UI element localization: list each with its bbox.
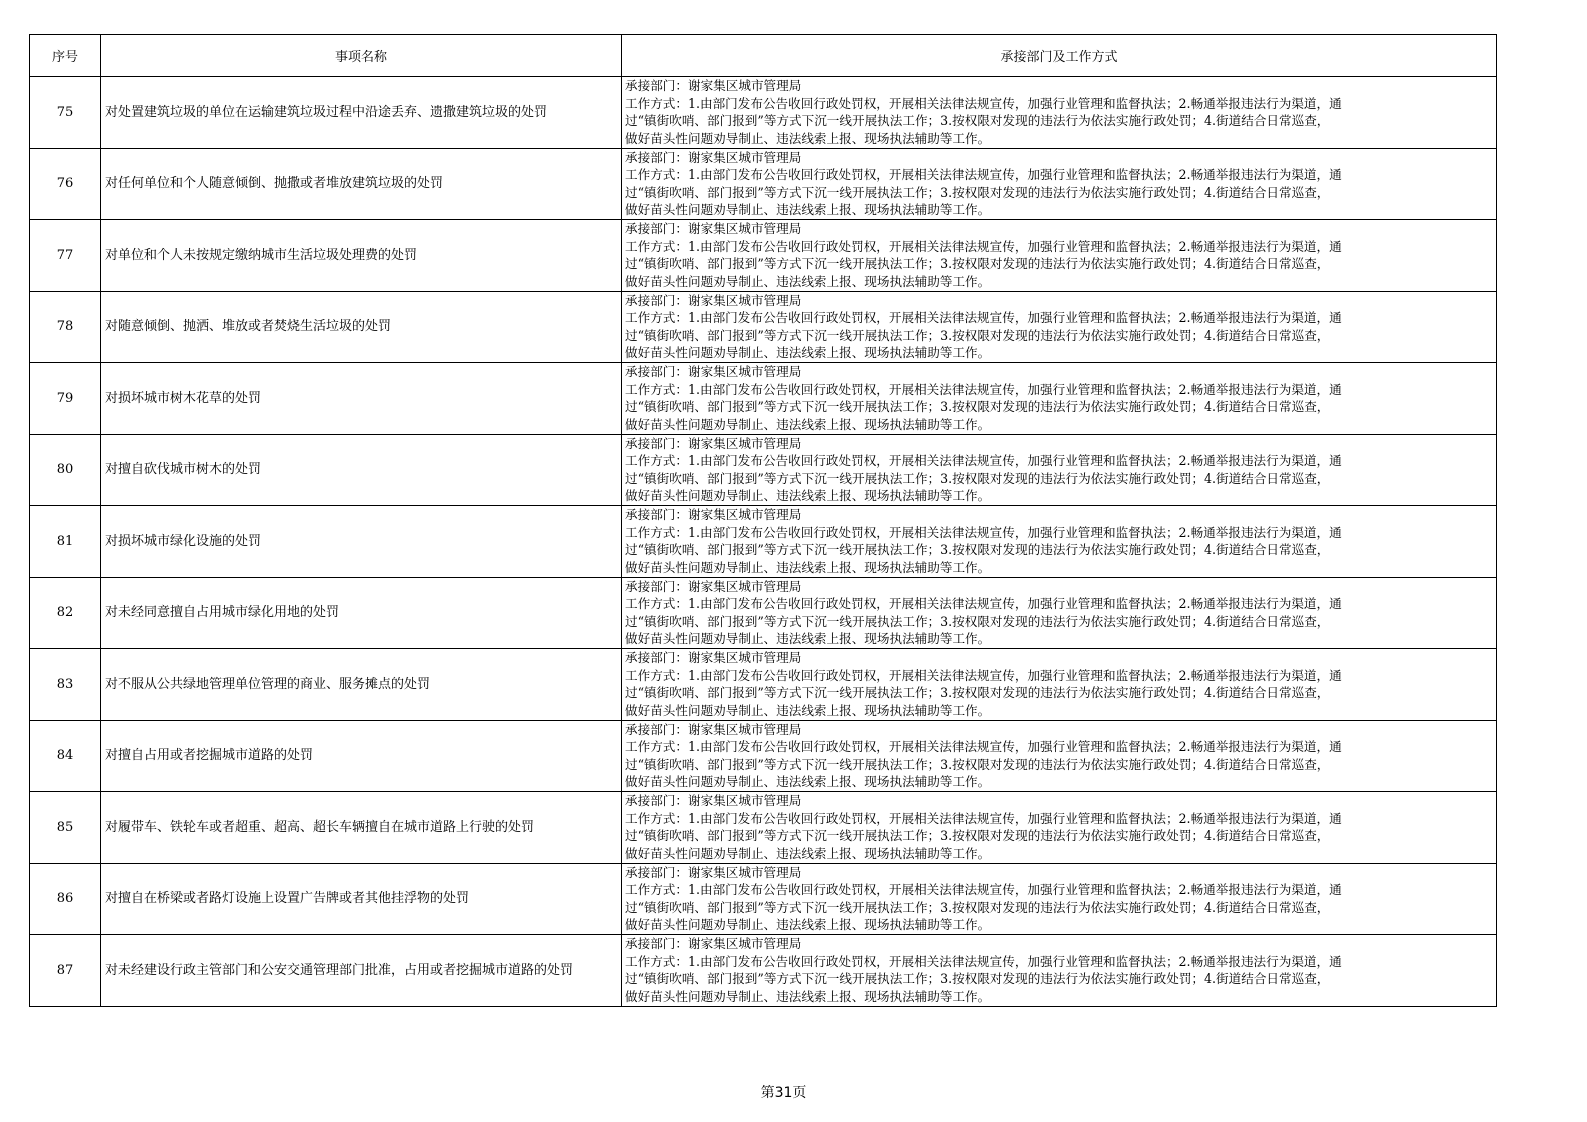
department-method-cell (622, 363, 1497, 435)
work-method-line: 做好苗头性问题劝导制止、违法线索上报、现场执法辅助等工作。 (625, 202, 991, 217)
department-line: 承接部门：谢家集区城市管理局 (625, 364, 802, 379)
work-method-line: 过“镇街吹哨、部门报到”等方式下沉一线开展执法工作；3.按权限对发现的违法行为依法实施行政处罚；4.街道结合日常巡查， (625, 685, 1330, 700)
table-row (30, 434, 1497, 506)
serial-number-cell: 78 (30, 291, 101, 363)
department-method-cell (622, 291, 1497, 363)
department-line: 承接部门：谢家集区城市管理局 (625, 507, 802, 522)
work-method-line: 工作方式：1.由部门发布公告收回行政处罚权，开展相关法律法规宣传，加强行业管理和监督执法；2.畅通举报违法行为渠道，通 (625, 524, 1342, 540)
department-line: 承接部门：谢家集区城市管理局 (625, 793, 802, 808)
work-method-line: 工作方式：1.由部门发布公告收回行政处罚权，开展相关法律法规宣传，加强行业管理和监督执法；2.畅通举报违法行为渠道，通 (625, 95, 1342, 111)
matter-name-cell: 对擅自占用或者挖掘城市道路的处罚 (101, 720, 622, 792)
work-method-line: 过“镇街吹哨、部门报到”等方式下沉一线开展执法工作；3.按权限对发现的违法行为依法实施行政处罚；4.街道结合日常巡查， (625, 184, 1330, 200)
department-method-cell (622, 148, 1497, 220)
work-method-line: 过“镇街吹哨、部门报到”等方式下沉一线开展执法工作；3.按权限对发现的违法行为依法实施行政处罚；4.街道结合日常巡查， (625, 542, 1330, 557)
work-method-line: 工作方式：1.由部门发布公告收回行政处罚权，开展相关法律法规宣传，加强行业管理和监督执法；2.畅通举报违法行为渠道，通 (625, 238, 1342, 254)
work-method-line: 做好苗头性问题劝导制止、违法线索上报、现场执法辅助等工作。 (625, 917, 991, 932)
matter-name-cell: 对损坏城市树木花草的处罚 (101, 363, 622, 435)
table-row (30, 291, 1497, 363)
matter-name-cell: 对任何单位和个人随意倾倒、抛撒或者堆放建筑垃圾的处罚 (101, 148, 622, 220)
table-row (30, 863, 1497, 935)
department-line: 承接部门：谢家集区城市管理局 (625, 221, 802, 236)
work-method-line: 工作方式：1.由部门发布公告收回行政处罚权，开展相关法律法规宣传，加强行业管理和监督执法；2.畅通举报违法行为渠道，通 (625, 596, 1342, 611)
department-method-cell (622, 577, 1497, 649)
serial-number-cell: 75 (30, 77, 101, 149)
work-method-line: 过“镇街吹哨、部门报到”等方式下沉一线开展执法工作；3.按权限对发现的违法行为依法实施行政处罚；4.街道结合日常巡查， (625, 113, 1330, 128)
matter-name-cell: 对损坏城市绿化设施的处罚 (101, 506, 622, 578)
matter-name-cell: 对未经建设行政主管部门和公安交通管理部门批准，占用或者挖掘城市道路的处罚 (101, 935, 622, 1007)
table-row (30, 935, 1497, 1007)
department-line: 承接部门：谢家集区城市管理局 (625, 721, 802, 737)
department-line: 承接部门：谢家集区城市管理局 (625, 292, 802, 308)
department-method-cell (622, 720, 1497, 792)
table-row (30, 77, 1497, 149)
department-method-cell (622, 863, 1497, 935)
matter-name-cell: 对擅自在桥梁或者路灯设施上设置广告牌或者其他挂浮物的处罚 (101, 863, 622, 935)
department-method-cell (622, 434, 1497, 506)
table-row (30, 649, 1497, 721)
work-method-line: 做好苗头性问题劝导制止、违法线索上报、现场执法辅助等工作。 (625, 988, 991, 1004)
serial-number-cell: 81 (30, 506, 101, 578)
department-method-cell (622, 792, 1497, 864)
department-line: 承接部门：谢家集区城市管理局 (625, 149, 802, 165)
header-matter-name: 事项名称 (101, 35, 622, 77)
table-row (30, 148, 1497, 220)
department-method-cell (622, 220, 1497, 292)
work-method-line: 过“镇街吹哨、部门报到”等方式下沉一线开展执法工作；3.按权限对发现的违法行为依法实施行政处罚；4.街道结合日常巡查， (625, 828, 1330, 843)
department-method-cell (622, 77, 1497, 149)
serial-number-cell: 86 (30, 863, 101, 935)
table-row (30, 506, 1497, 578)
work-method-line: 做好苗头性问题劝导制止、违法线索上报、现场执法辅助等工作。 (625, 774, 991, 789)
serial-number-cell: 87 (30, 935, 101, 1007)
department-line: 承接部门：谢家集区城市管理局 (625, 78, 802, 93)
department-line: 承接部门：谢家集区城市管理局 (625, 936, 802, 951)
work-method-line: 过“镇街吹哨、部门报到”等方式下沉一线开展执法工作；3.按权限对发现的违法行为依法实施行政处罚；4.街道结合日常巡查， (625, 256, 1330, 271)
department-line: 承接部门：谢家集区城市管理局 (625, 435, 802, 451)
work-method-line: 做好苗头性问题劝导制止、违法线索上报、现场执法辅助等工作。 (625, 845, 991, 861)
matter-name-cell: 对不服从公共绿地管理单位管理的商业、服务摊点的处罚 (101, 649, 622, 721)
serial-number-cell: 83 (30, 649, 101, 721)
work-method-line: 工作方式：1.由部门发布公告收回行政处罚权，开展相关法律法规宣传，加强行业管理和监督执法；2.畅通举报违法行为渠道，通 (625, 381, 1342, 397)
work-method-line: 过“镇街吹哨、部门报到”等方式下沉一线开展执法工作；3.按权限对发现的违法行为依法实施行政处罚；4.街道结合日常巡查， (625, 399, 1330, 414)
matter-name-cell: 对随意倾倒、抛洒、堆放或者焚烧生活垃圾的处罚 (101, 291, 622, 363)
work-method-line: 过“镇街吹哨、部门报到”等方式下沉一线开展执法工作；3.按权限对发现的违法行为依法实施行政处罚；4.街道结合日常巡查， (625, 327, 1330, 343)
table-row (30, 720, 1497, 792)
table-row (30, 220, 1497, 292)
table-header-row (30, 35, 1497, 77)
work-method-line: 过“镇街吹哨、部门报到”等方式下沉一线开展执法工作；3.按权限对发现的违法行为依法实施行政处罚；4.街道结合日常巡查， (625, 971, 1330, 986)
work-method-line: 做好苗头性问题劝导制止、违法线索上报、现场执法辅助等工作。 (625, 702, 991, 718)
work-method-line: 做好苗头性问题劝导制止、违法线索上报、现场执法辅助等工作。 (625, 559, 991, 575)
work-method-line: 做好苗头性问题劝导制止、违法线索上报、现场执法辅助等工作。 (625, 631, 991, 646)
serial-number-cell: 79 (30, 363, 101, 435)
work-method-line: 过“镇街吹哨、部门报到”等方式下沉一线开展执法工作；3.按权限对发现的违法行为依法实施行政处罚；4.街道结合日常巡查， (625, 756, 1330, 772)
table-row (30, 577, 1497, 649)
department-method-cell (622, 506, 1497, 578)
department-method-cell (622, 649, 1497, 721)
department-line: 承接部门：谢家集区城市管理局 (625, 864, 802, 880)
matter-name-cell: 对擅自砍伐城市树木的处罚 (101, 434, 622, 506)
work-method-line: 工作方式：1.由部门发布公告收回行政处罚权，开展相关法律法规宣传，加强行业管理和监督执法；2.畅通举报违法行为渠道，通 (625, 167, 1342, 182)
header-department-and-method: 承接部门及工作方式 (622, 35, 1497, 77)
work-method-line: 过“镇街吹哨、部门报到”等方式下沉一线开展执法工作；3.按权限对发现的违法行为依法实施行政处罚；4.街道结合日常巡查， (625, 899, 1330, 915)
department-line: 承接部门：谢家集区城市管理局 (625, 650, 802, 665)
work-method-line: 过“镇街吹哨、部门报到”等方式下沉一线开展执法工作；3.按权限对发现的违法行为依法实施行政处罚；4.街道结合日常巡查， (625, 613, 1330, 629)
work-method-line: 过“镇街吹哨、部门报到”等方式下沉一线开展执法工作；3.按权限对发现的违法行为依法实施行政处罚；4.街道结合日常巡查， (625, 470, 1330, 486)
matter-name-cell: 对履带车、铁轮车或者超重、超高、超长车辆擅自在城市道路上行驶的处罚 (101, 792, 622, 864)
work-method-line: 工作方式：1.由部门发布公告收回行政处罚权，开展相关法律法规宣传，加强行业管理和监督执法；2.畅通举报违法行为渠道，通 (625, 739, 1342, 754)
work-method-line: 工作方式：1.由部门发布公告收回行政处罚权，开展相关法律法规宣传，加强行业管理和监督执法；2.畅通举报违法行为渠道，通 (625, 882, 1342, 897)
matter-name-cell: 对单位和个人未按规定缴纳城市生活垃圾处理费的处罚 (101, 220, 622, 292)
work-method-line: 工作方式：1.由部门发布公告收回行政处罚权，开展相关法律法规宣传，加强行业管理和监督执法；2.畅通举报违法行为渠道，通 (625, 310, 1342, 325)
work-method-line: 工作方式：1.由部门发布公告收回行政处罚权，开展相关法律法规宣传，加强行业管理和监督执法；2.畅通举报违法行为渠道，通 (625, 453, 1342, 468)
work-method-line: 工作方式：1.由部门发布公告收回行政处罚权，开展相关法律法规宣传，加强行业管理和监督执法；2.畅通举报违法行为渠道，通 (625, 810, 1342, 826)
work-method-line: 做好苗头性问题劝导制止、违法线索上报、现场执法辅助等工作。 (625, 488, 991, 503)
serial-number-cell: 82 (30, 577, 101, 649)
matters-table (29, 34, 1497, 1007)
work-method-line: 工作方式：1.由部门发布公告收回行政处罚权，开展相关法律法规宣传，加强行业管理和监督执法；2.畅通举报违法行为渠道，通 (625, 953, 1342, 969)
department-line: 承接部门：谢家集区城市管理局 (625, 578, 802, 594)
work-method-line: 工作方式：1.由部门发布公告收回行政处罚权，开展相关法律法规宣传，加强行业管理和监督执法；2.畅通举报违法行为渠道，通 (625, 667, 1342, 683)
serial-number-cell: 80 (30, 434, 101, 506)
table-row (30, 792, 1497, 864)
work-method-line: 做好苗头性问题劝导制止、违法线索上报、现场执法辅助等工作。 (625, 416, 991, 432)
work-method-line: 做好苗头性问题劝导制止、违法线索上报、现场执法辅助等工作。 (625, 345, 991, 360)
serial-number-cell: 84 (30, 720, 101, 792)
department-method-cell (622, 935, 1497, 1007)
matter-name-cell: 对未经同意擅自占用城市绿化用地的处罚 (101, 577, 622, 649)
serial-number-cell: 76 (30, 148, 101, 220)
serial-number-cell: 85 (30, 792, 101, 864)
work-method-line: 做好苗头性问题劝导制止、违法线索上报、现场执法辅助等工作。 (625, 273, 991, 289)
matter-name-cell: 对处置建筑垃圾的单位在运输建筑垃圾过程中沿途丢弃、遗撒建筑垃圾的处罚 (101, 77, 622, 149)
table-row (30, 363, 1497, 435)
serial-number-cell: 77 (30, 220, 101, 292)
table-body (30, 77, 1497, 1007)
header-serial-number: 序号 (30, 35, 101, 77)
work-method-line: 做好苗头性问题劝导制止、违法线索上报、现场执法辅助等工作。 (625, 130, 991, 146)
page-number: 第31页 (760, 1085, 807, 1101)
